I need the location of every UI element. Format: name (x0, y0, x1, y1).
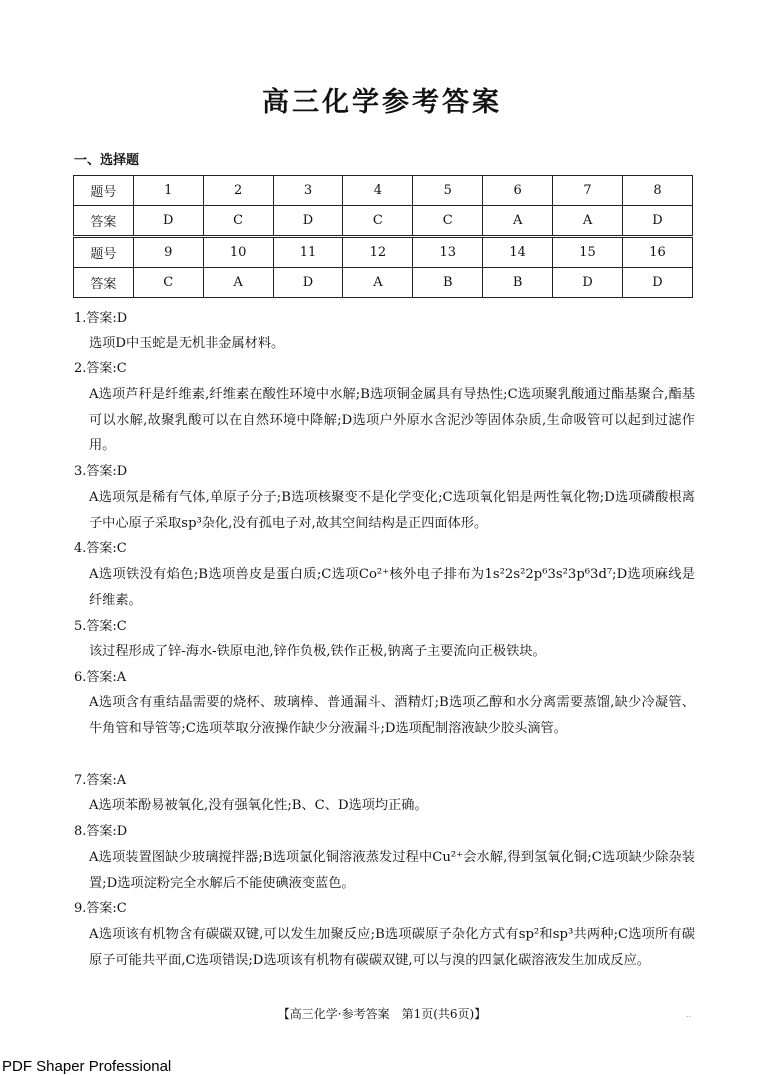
explanation-9: A选项该有机物含有碳碳双键,可以发生加聚反应;B选项碳原子杂化方式有sp²和sp³共两种;C选项所有碳原子可能共平面,C选项错误;D选项该有机物有碳碳双键,可以与溴的四氯化碳溶液发生加成反应。 (89, 927, 695, 968)
question-number: 10 (203, 238, 273, 268)
question-number: 9 (133, 238, 203, 268)
question-number: 1 (133, 176, 203, 206)
table-row (74, 268, 693, 298)
answer-cell: D (133, 206, 203, 236)
explanation-5: 该过程形成了锌-海水-铁原电池,锌作负极,铁作正极,钠离子主要流向正极铁块。 (89, 644, 546, 659)
question-number: 13 (413, 238, 483, 268)
watermark-text: PDF Shaper Professional (2, 1058, 172, 1075)
answer-cell: D (553, 268, 623, 298)
answer-cell: D (273, 206, 343, 236)
table-row (74, 176, 693, 206)
answer-label-1: 1.答案:D (74, 311, 128, 326)
answer-cell: B (413, 268, 483, 298)
answer-cell: C (133, 268, 203, 298)
answer-cell: D (623, 268, 693, 298)
question-number: 15 (553, 238, 623, 268)
question-number: 11 (273, 238, 343, 268)
explanation-1: 选项D中玉蛇是无机非金属材料。 (89, 336, 285, 351)
question-number: 5 (413, 176, 483, 206)
row-label-question: 题号 (74, 176, 134, 206)
answer-cell: A (553, 206, 623, 236)
explanation-3: A选项氖是稀有气体,单原子分子;B选项核聚变不是化学变化;C选项氧化铝是两性氧化物;D选项磷酸根离子中心原子采取sp³杂化,没有孤电子对,故其空间结构是正四面体形。 (89, 490, 695, 531)
answer-cell: A (483, 206, 553, 236)
row-label-answer: 答案 (74, 268, 134, 298)
question-number: 8 (623, 176, 693, 206)
answer-label-5: 5.答案:C (74, 619, 127, 634)
answer-cell: D (623, 206, 693, 236)
answer-cell: A (203, 268, 273, 298)
explanation-8: A选项装置图缺少玻璃搅拌器;B选项氯化铜溶液蒸发过程中Cu²⁺会水解,得到氢氧化铜;C选项缺少除杂装置;D选项淀粉完全水解后不能使碘液变蓝色。 (89, 850, 695, 891)
row-label-answer: 答案 (74, 206, 134, 236)
explanation-7: A选项苯酚易被氧化,没有强氧化性;B、C、D选项均正确。 (89, 798, 428, 813)
question-number: 4 (343, 176, 413, 206)
answer-cell: C (203, 206, 273, 236)
answer-label-8: 8.答案:D (74, 824, 128, 839)
question-number: 6 (483, 176, 553, 206)
answer-label-3: 3.答案:D (74, 464, 128, 479)
answer-cell: D (273, 268, 343, 298)
table-row (74, 206, 693, 236)
question-number: 14 (483, 238, 553, 268)
question-number: 16 (623, 238, 693, 268)
answer-label-4: 4.答案:C (74, 541, 127, 556)
explanation-6: A选项含有重结晶需要的烧杯、玻璃棒、普通漏斗、酒精灯;B选项乙醇和水分离需要蒸馏,缺少冷凝管、牛角管和导管等;C选项萃取分液操作缺少分液漏斗;D选项配制溶液缺少胶头滴管。 (89, 695, 695, 736)
page-title: 高三化学参考答案 (262, 87, 502, 118)
answer-cell: C (343, 206, 413, 236)
row-label-question: 题号 (74, 238, 134, 268)
footer-mark: .. (686, 1010, 692, 1019)
answer-cell: C (413, 206, 483, 236)
answer-label-9: 9.答案:C (74, 901, 127, 916)
question-number: 12 (343, 238, 413, 268)
table-row (74, 238, 693, 268)
page-footer: 【高三化学·参考答案 第1页(共6页)】 (277, 1007, 487, 1021)
section-heading: 一、选择题 (74, 153, 140, 168)
answer-label-6: 6.答案:A (74, 670, 127, 685)
answer-label-2: 2.答案:C (74, 361, 127, 376)
answer-label-7: 7.答案:A (74, 773, 127, 788)
question-number: 7 (553, 176, 623, 206)
answer-cell: B (483, 268, 553, 298)
answer-cell: A (343, 268, 413, 298)
answer-table-2 (73, 237, 693, 298)
question-number: 2 (203, 176, 273, 206)
question-number: 3 (273, 176, 343, 206)
explanation-2: A选项芦秆是纤维素,纤维素在酸性环境中水解;B选项铜金属具有导热性;C选项聚乳酸通过酯基聚合,酯基可以水解,故聚乳酸可以在自然环境中降解;D选项户外原水含泥沙等固体杂质,生命吸管可以起到过滤作用。 (89, 387, 695, 453)
answer-table-1 (73, 175, 693, 236)
explanation-4: A选项铁没有焰色;B选项兽皮是蛋白质;C选项Co²⁺核外电子排布为1s²2s²2p⁶3s²3p⁶3d⁷;D选项麻线是纤维素。 (89, 567, 695, 608)
